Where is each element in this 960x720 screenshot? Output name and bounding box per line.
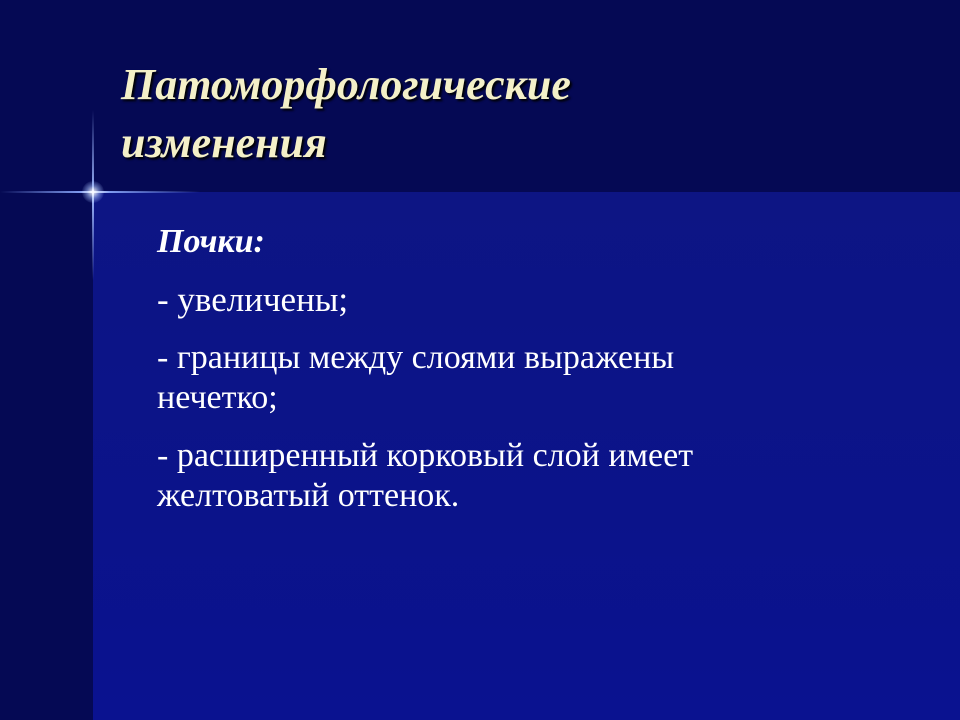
slide-content xyxy=(157,222,877,534)
bullet-item-3 xyxy=(157,436,877,516)
slide-title-line-2: изменения xyxy=(121,118,327,167)
bullet-item-3-line-2: желтоватый оттенок. xyxy=(157,477,460,514)
slide-title xyxy=(121,56,901,172)
bullet-item-1-line-1: - увеличены; xyxy=(157,280,349,319)
left-decor-band xyxy=(0,0,93,720)
section-heading: Почки: xyxy=(157,223,265,260)
sparkle-star-icon xyxy=(82,181,104,203)
bullet-item-2 xyxy=(157,338,877,418)
bullet-item-3-line-1: - расширенный корковый слой имеет xyxy=(157,437,694,474)
bullet-item-1 xyxy=(157,280,877,320)
bullet-item-2-line-1: - границы между слоями выражены xyxy=(157,339,675,376)
bullet-item-2-line-2: нечетко; xyxy=(157,379,278,416)
slide-title-line-1: Патоморфологические xyxy=(121,60,571,109)
